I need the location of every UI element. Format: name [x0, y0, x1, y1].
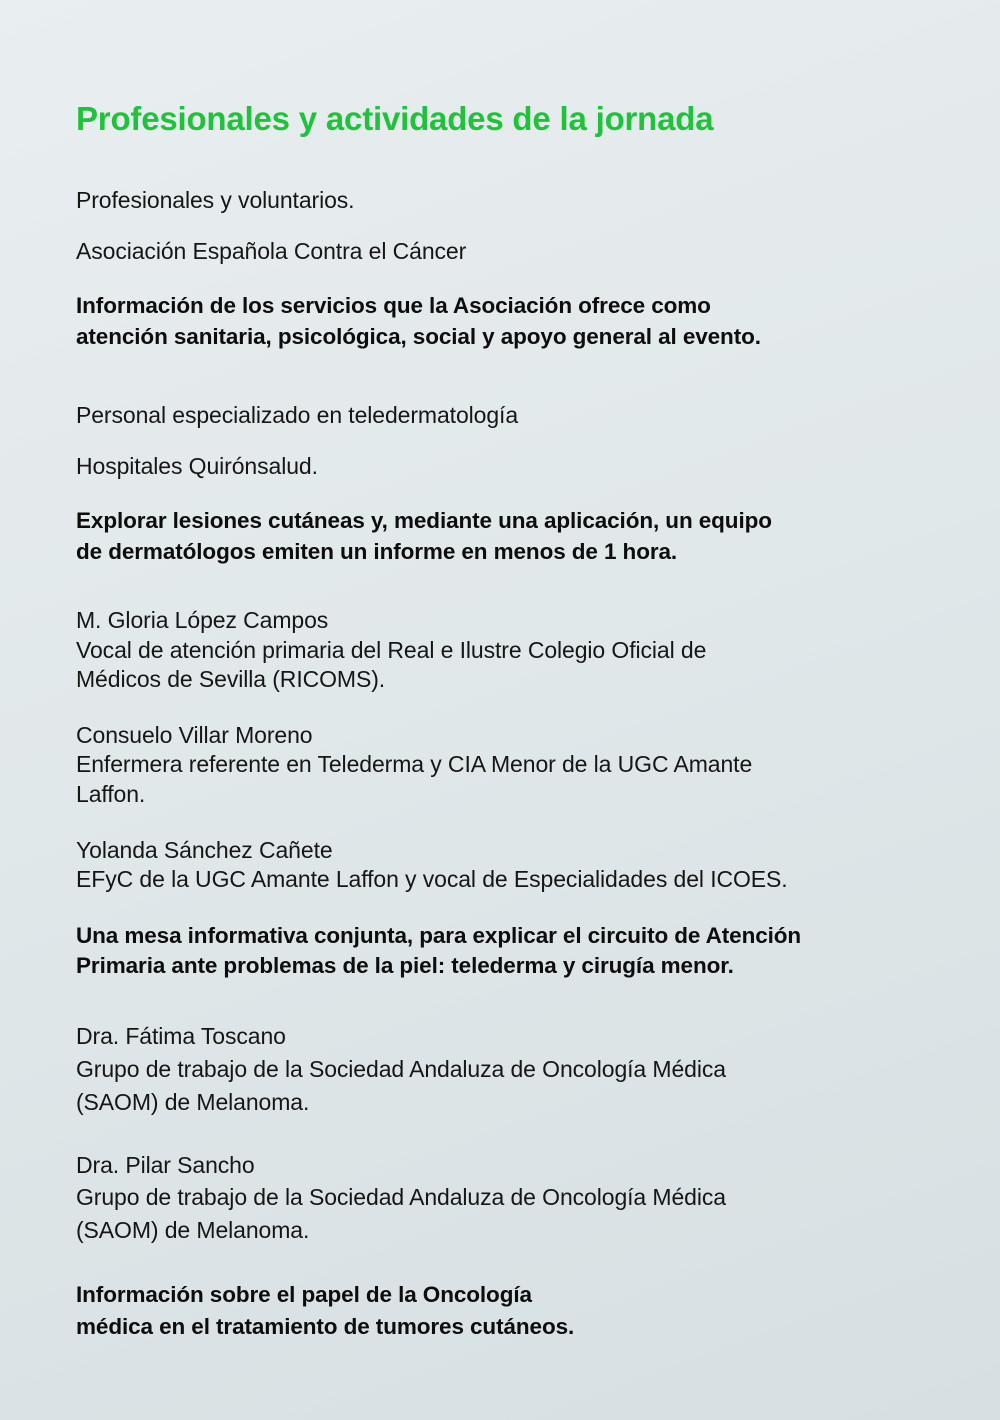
section-description: Información sobre el papel de la Oncología	[76, 1282, 532, 1307]
section-description: Información de los servicios que la Asociación ofrece como	[76, 293, 711, 318]
section-heading: Personal especializado en teledermatología	[76, 402, 519, 428]
person-name: Consuelo Villar Moreno	[76, 722, 313, 748]
person-role: Laffon.	[76, 781, 146, 807]
person-role: Grupo de trabajo de la Sociedad Andaluza de Oncología Médica	[76, 1056, 726, 1082]
person-role: Vocal de atención primaria del Real e Ilustre Colegio Oficial de	[76, 637, 707, 663]
person-role: EFyC de la UGC Amante Laffon y vocal de Especialidades del ICOES.	[76, 866, 788, 892]
section-description: médica en el tratamiento de tumores cutáneos.	[76, 1314, 575, 1339]
page-title: Profesionales y actividades de la jornada	[76, 100, 714, 137]
person-name: Yolanda Sánchez Cañete	[76, 837, 333, 863]
section-heading: Profesionales y voluntarios.	[76, 187, 355, 213]
section-description: Una mesa informativa conjunta, para explicar el circuito de Atención	[76, 923, 802, 948]
person-name: M. Gloria López Campos	[76, 607, 329, 633]
person-role: (SAOM) de Melanoma.	[76, 1089, 310, 1115]
organization-name: Asociación Española Contra el Cáncer	[76, 238, 467, 264]
person-role: Médicos de Sevilla (RICOMS).	[76, 666, 386, 692]
person-role: (SAOM) de Melanoma.	[76, 1217, 310, 1243]
organization-name: Hospitales Quirónsalud.	[76, 453, 318, 479]
section-description: Explorar lesiones cutáneas y, mediante una aplicación, un equipo	[76, 508, 772, 533]
person-role: Grupo de trabajo de la Sociedad Andaluza de Oncología Médica	[76, 1184, 726, 1210]
person-role: Enfermera referente en Telederma y CIA Menor de la UGC Amante	[76, 751, 753, 777]
section-description: atención sanitaria, psicológica, social y apoyo general al evento.	[76, 324, 761, 349]
person-name: Dra. Fátima Toscano	[76, 1023, 286, 1049]
section-description: de dermatólogos emiten un informe en menos de 1 hora.	[76, 539, 678, 564]
section-description: Primaria ante problemas de la piel: telederma y cirugía menor.	[76, 953, 734, 978]
person-name: Dra. Pilar Sancho	[76, 1152, 255, 1178]
